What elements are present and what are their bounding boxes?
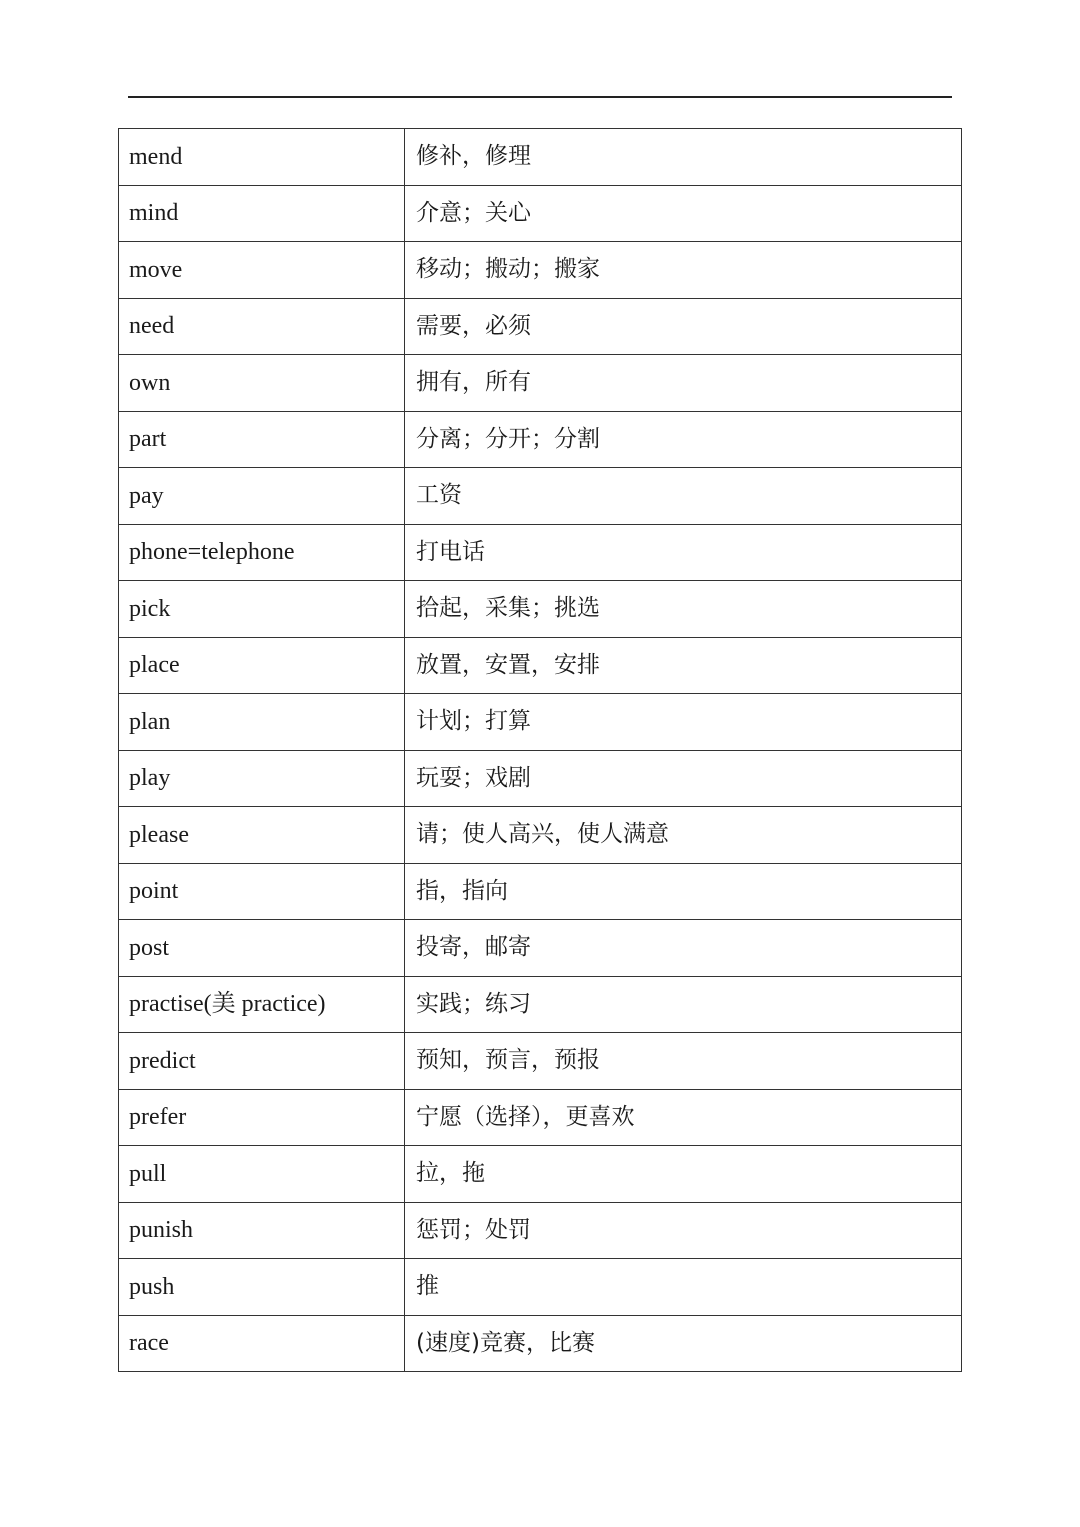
table-row <box>119 242 962 299</box>
meaning-cell: 拾起，采集；挑选 <box>405 581 962 638</box>
word-cell: push <box>119 1259 405 1316</box>
meaning-cell: 打电话 <box>405 524 962 581</box>
meaning-cell: 惩罚；处罚 <box>405 1202 962 1259</box>
vocabulary-table-body <box>119 129 962 1372</box>
word-cell: part <box>119 411 405 468</box>
word-cell: point <box>119 863 405 920</box>
table-row <box>119 1259 962 1316</box>
table-row <box>119 694 962 751</box>
meaning-cell: 移动；搬动；搬家 <box>405 242 962 299</box>
meaning-cell: 需要，必须 <box>405 298 962 355</box>
table-row <box>119 807 962 864</box>
table-row <box>119 298 962 355</box>
table-row <box>119 863 962 920</box>
table-row <box>119 581 962 638</box>
meaning-cell: (速度)竞赛，比赛 <box>405 1315 962 1372</box>
word-cell: predict <box>119 1033 405 1090</box>
header-rule <box>128 96 952 98</box>
meaning-cell: 宁愿（选择），更喜欢 <box>405 1089 962 1146</box>
table-row <box>119 1146 962 1203</box>
word-cell: move <box>119 242 405 299</box>
word-cell: prefer <box>119 1089 405 1146</box>
word-cell: please <box>119 807 405 864</box>
table-row <box>119 637 962 694</box>
meaning-cell: 指，指向 <box>405 863 962 920</box>
meaning-cell: 预知，预言，预报 <box>405 1033 962 1090</box>
meaning-cell: 修补，修理 <box>405 129 962 186</box>
word-cell: mend <box>119 129 405 186</box>
meaning-cell: 放置，安置，安排 <box>405 637 962 694</box>
word-cell: post <box>119 920 405 977</box>
meaning-cell: 计划；打算 <box>405 694 962 751</box>
table-row <box>119 750 962 807</box>
meaning-cell: 介意；关心 <box>405 185 962 242</box>
table-row <box>119 1033 962 1090</box>
word-cell: play <box>119 750 405 807</box>
word-cell: race <box>119 1315 405 1372</box>
table-row <box>119 185 962 242</box>
word-cell: practise(美 practice) <box>119 976 405 1033</box>
meaning-cell: 工资 <box>405 468 962 525</box>
meaning-cell: 实践；练习 <box>405 976 962 1033</box>
table-row <box>119 129 962 186</box>
word-cell: phone=telephone <box>119 524 405 581</box>
table-row <box>119 1202 962 1259</box>
word-cell: own <box>119 355 405 412</box>
meaning-cell: 分离；分开；分割 <box>405 411 962 468</box>
vocabulary-table <box>118 128 962 1372</box>
word-cell: pick <box>119 581 405 638</box>
table-row <box>119 355 962 412</box>
word-cell: place <box>119 637 405 694</box>
word-cell: plan <box>119 694 405 751</box>
table-row <box>119 1089 962 1146</box>
meaning-cell: 玩耍；戏剧 <box>405 750 962 807</box>
table-row <box>119 920 962 977</box>
table-row <box>119 976 962 1033</box>
table-row <box>119 468 962 525</box>
meaning-cell: 拉，拖 <box>405 1146 962 1203</box>
table-row <box>119 411 962 468</box>
word-cell: pull <box>119 1146 405 1203</box>
table-row <box>119 524 962 581</box>
meaning-cell: 投寄，邮寄 <box>405 920 962 977</box>
table-row <box>119 1315 962 1372</box>
meaning-cell: 请；使人高兴，使人满意 <box>405 807 962 864</box>
meaning-cell: 拥有，所有 <box>405 355 962 412</box>
word-cell: pay <box>119 468 405 525</box>
meaning-cell: 推 <box>405 1259 962 1316</box>
word-cell: need <box>119 298 405 355</box>
word-cell: punish <box>119 1202 405 1259</box>
word-cell: mind <box>119 185 405 242</box>
